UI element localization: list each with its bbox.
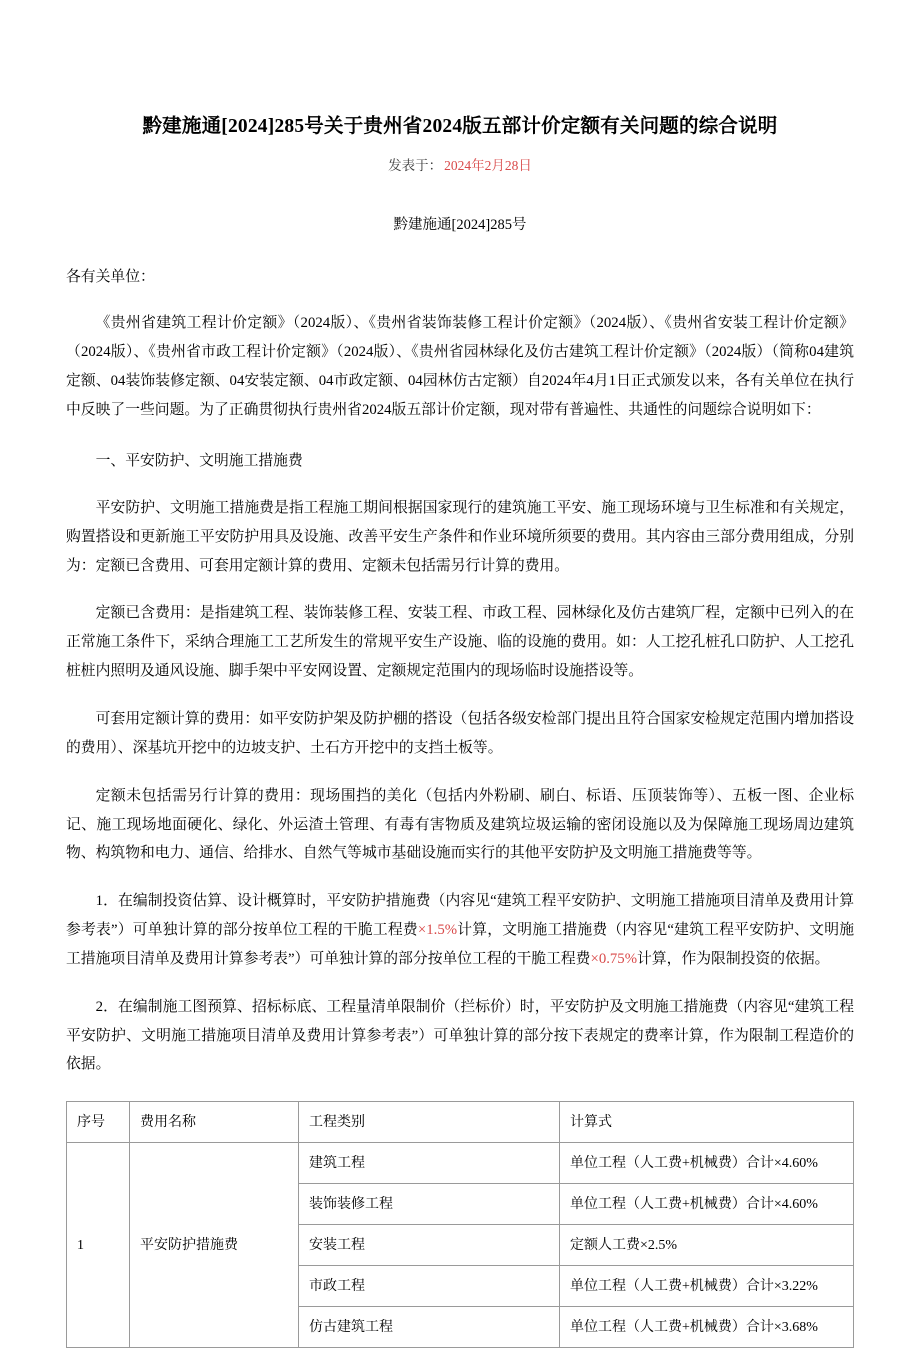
item-1-suffix: 计算，作为限制投资的依据。 — [637, 950, 830, 967]
table-header-row — [67, 1102, 854, 1143]
header-cell-formula: 计算式 — [560, 1102, 854, 1143]
project-type-cell: 仿古建筑工程 — [299, 1307, 560, 1348]
paragraph-excluded-fees: 定额未包括需另行计算的费用：现场围挡的美化（包括内外粉刷、刷白、标语、压顶装饰等）、五板一图、企业标记、施工现场地面硬化、绿化、外运渣土管理、有毒有害物质及建筑垃圾运输的密闭设施以及为保障施工现场周边建筑物、构筑物和电力、通信、给排水、自然气等城市基础设施而实行的其他平安防护及文明施工措施费等等。 — [66, 787, 854, 862]
project-type-cell: 市政工程 — [299, 1266, 560, 1307]
project-type-cell: 装饰装修工程 — [299, 1184, 560, 1225]
row-number-cell: 1 — [67, 1143, 130, 1348]
project-type-cell: 建筑工程 — [299, 1143, 560, 1184]
header-cell-fee-name: 费用名称 — [130, 1102, 299, 1143]
document-number: 黔建施通[2024]285号 — [393, 217, 527, 234]
formula-rate: ×3.22% — [773, 1278, 818, 1294]
header-cell-no: 序号 — [67, 1102, 130, 1143]
fee-rate-table — [66, 1101, 854, 1348]
formula-text: 单位工程（人工费+机械费）合计 — [570, 1196, 774, 1212]
publish-info — [66, 141, 854, 176]
formula-cell — [560, 1184, 854, 1225]
formula-rate: ×2.5% — [640, 1237, 678, 1253]
section-heading-1: 一、平安防护、文明施工措施费 — [95, 452, 303, 469]
formula-text: 单位工程（人工费+机械费）合计 — [570, 1155, 774, 1171]
formula-rate: ×3.68% — [773, 1319, 818, 1335]
publish-label: 发表于： — [388, 158, 443, 174]
numbered-item-1 — [66, 868, 854, 974]
page-title: 黔建施通[2024]285号关于贵州省2024版五部计价定额有关问题的综合说明 — [142, 116, 778, 137]
fee-name-cell: 平安防护措施费 — [130, 1143, 299, 1348]
formula-rate: ×4.60% — [773, 1155, 818, 1171]
salutation: 各有关单位： — [66, 269, 155, 286]
item-1-rate-1: ×1.5% — [417, 922, 458, 939]
numbered-item-2: 2．在编制施工图预算、招标标底、工程量清单限制价（拦标价）时，平安防护及文明施工措施费（内容见“建筑工程平安防护、文明施工措施项目清单及费用计算参考表”）可单独计算的部分按下表规定的费率计算，作为限制工程造价的依据。 — [66, 998, 854, 1073]
formula-cell — [560, 1143, 854, 1184]
formula-rate: ×4.60% — [773, 1196, 818, 1212]
project-type-cell: 安装工程 — [299, 1225, 560, 1266]
publish-date: 2024年2月28日 — [444, 158, 532, 174]
paragraph-included-fees: 定额已含费用：是指建筑工程、装饰装修工程、安装工程、市政工程、园林绿化及仿古建筑厂程，定额中已列入的在正常施工条件下，采纳合理施工工艺所发生的常规平安生产设施、临的设施的费用。如：人工挖孔桩孔口防护、人工挖孔桩桩内照明及通风设施、脚手架中平安网设置、定额规定范围内的现场临时设施搭设等。 — [66, 605, 854, 680]
intro-paragraph: 《贵州省建筑工程计价定额》（2024版）、《贵州省装饰装修工程计价定额》（2024版）、《贵州省安装工程计价定额》（2024版）、《贵州省市政工程计价定额》（2024版）、《贵州省园林绿化及仿古建筑工程计价定额》（2024版）（简称04建筑定额、04装饰装修定额、04安装定额、04市政定额、04园林仿古定额）自2024年4月1日正式颁发以来，各有关单位在执行中反映了一些问题。为了正确贯彻执行贵州省2024版五部计价定额，现对带有普遍性、共通性的问题综合说明如下： — [66, 315, 854, 418]
item-1-rate-2: ×0.75% — [590, 950, 638, 967]
formula-text: 定额人工费 — [570, 1237, 640, 1253]
paragraph-applicable-fees: 可套用定额计算的费用：如平安防护架及防护棚的搭设（包括各级安检部门提出且符合国家安检规定范围内增加搭设的费用）、深基坑开挖中的边坡支护、土石方开挖中的支挡土板等。 — [66, 711, 854, 756]
item-1-middle: 计算，文明施工措施费（内容见“建筑工程平安防护、文明施工措施项目清单及费用计算参考表”）可单独计算的部分按单位工程的干脆工程费 — [66, 922, 854, 967]
header-cell-project-type: 工程类别 — [299, 1102, 560, 1143]
formula-text: 单位工程（人工费+机械费）合计 — [570, 1319, 774, 1335]
paragraph-definition: 平安防护、文明施工措施费是指工程施工期间根据国家现行的建筑施工平安、施工现场环境与卫生标准和有关规定，购置搭设和更新施工平安防护用具及设施、改善平安生产条件和作业环境所须要的费用。其内容由三部分费用组成，分别为：定额已含费用、可套用定额计算的费用、定额未包括需另行计算的费用。 — [66, 499, 854, 574]
formula-cell — [560, 1307, 854, 1348]
formula-text: 单位工程（人工费+机械费）合计 — [570, 1278, 774, 1294]
table-row — [67, 1143, 854, 1184]
item-1-prefix: 1．在编制投资估算、设计概算时，平安防护措施费（内容见“建筑工程平安防护、文明施工措施项目清单及费用计算参考表”）可单独计算的部分按单位工程的干脆工程费 — [66, 893, 854, 939]
formula-cell — [560, 1225, 854, 1266]
